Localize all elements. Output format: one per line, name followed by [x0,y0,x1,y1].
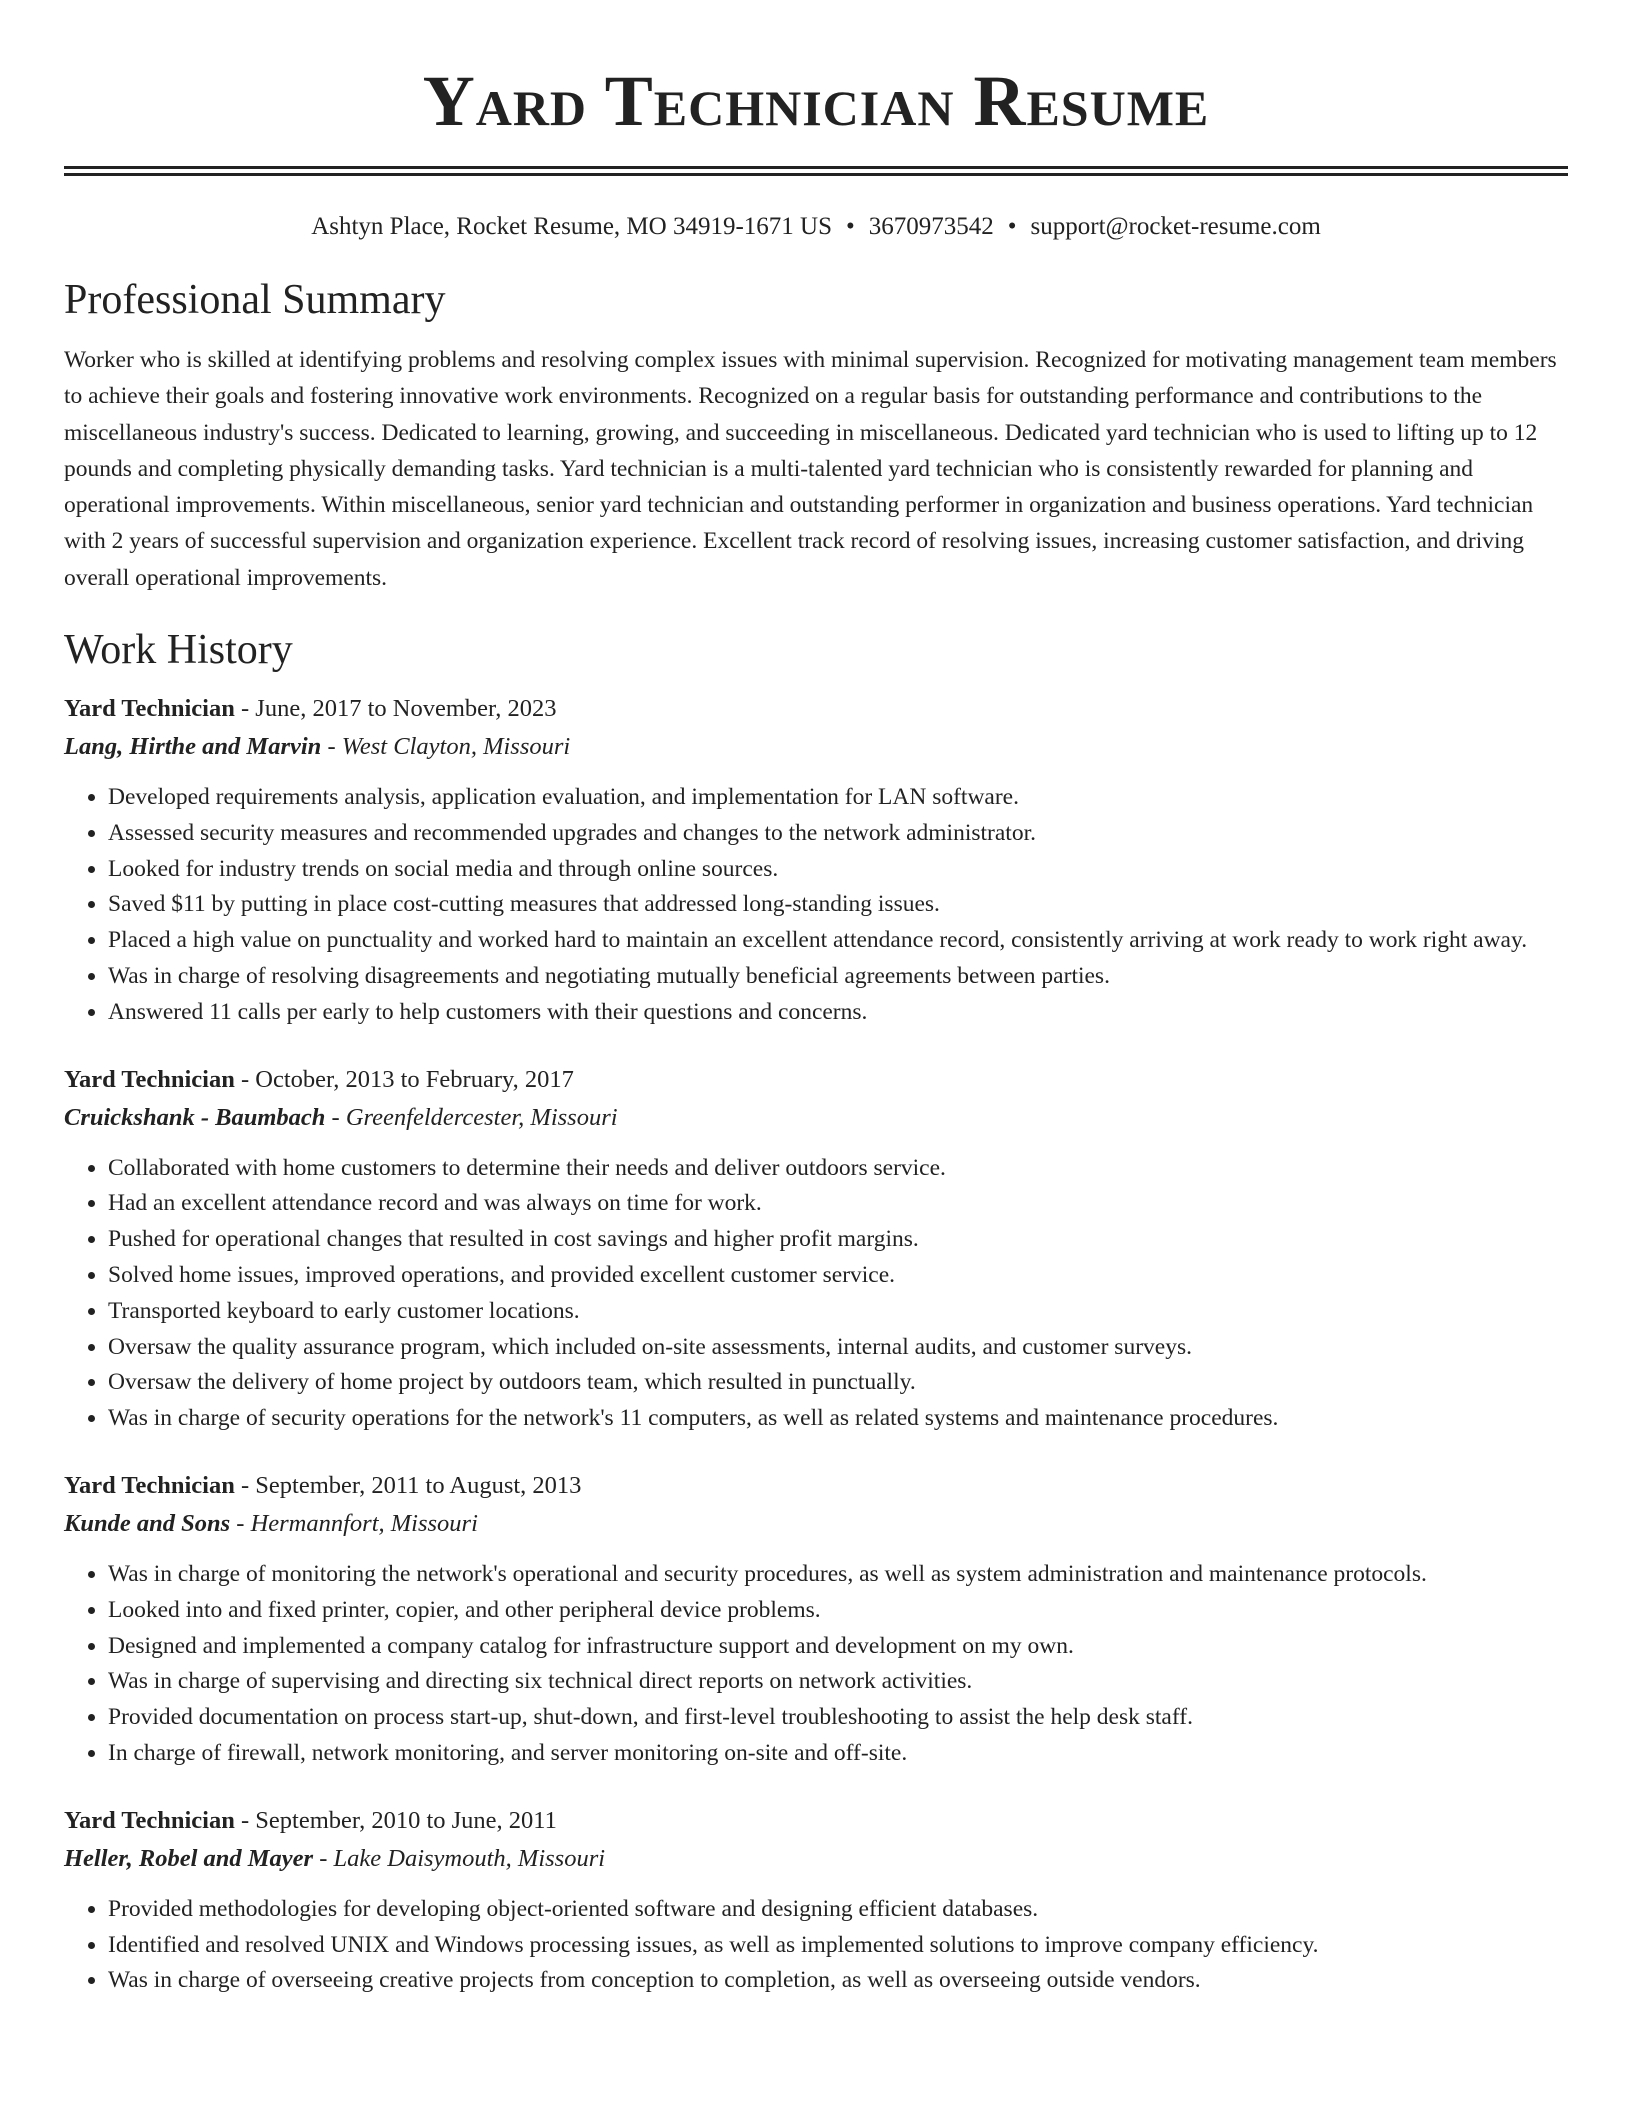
job-dates: September, 2010 to June, 2011 [255,1806,557,1834]
job-entry [64,1061,1568,1437]
job-title-line [64,1467,1568,1505]
company-line [64,728,1568,766]
company-line [64,1099,1568,1137]
title-divider [64,166,1568,176]
job-title-line [64,690,1568,728]
list-item: • Provided documentation on process start-up, shut-down, and first-level troubleshooting to assist the help desk staff. [108,1700,1568,1736]
company-name: Heller, Robel and Mayer [64,1844,314,1872]
job-dash: - [234,1472,256,1500]
list-item: • Had an excellent attendance record and was always on time for work. [108,1186,1568,1222]
list-item: • In charge of firewall, network monitoring, and server monitoring on-site and off-site. [108,1736,1568,1772]
list-item: • Designed and implemented a company catalog for infrastructure support and development on my own. [108,1629,1568,1665]
job-dash: - [234,1806,256,1834]
contact-email: support@rocket-resume.com [1030,213,1321,240]
list-item: • Pushed for operational changes that resulted in cost savings and higher profit margins. [108,1222,1568,1258]
list-item: • Oversaw the quality assurance program, which included on-site assessments, internal audits, and customer surveys. [108,1330,1568,1366]
list-item: • Transported keyboard to early customer locations. [108,1294,1568,1330]
job-title-line [64,1061,1568,1099]
job-title: Yard Technician [64,1806,235,1834]
job-entry [64,1467,1568,1772]
list-item: • Assessed security measures and recommended upgrades and changes to the network administrator. [108,816,1568,852]
company-dash: - [230,1510,251,1538]
list-item: • Provided methodologies for developing object-oriented software and designing efficient databases. [108,1892,1568,1928]
job-location: Greenfeldercester, Missouri [345,1103,618,1131]
job-dash: - [234,695,256,723]
job-title-line [64,1802,1568,1840]
company-line [64,1505,1568,1543]
contact-phone: 3670973542 [868,213,994,240]
job-location: Lake Daisymouth, Missouri [333,1844,606,1872]
contact-separator: • [845,213,855,240]
job-dates: October, 2013 to February, 2017 [255,1065,574,1093]
job-bullets [64,1151,1568,1437]
job-dash: - [234,1065,256,1093]
list-item: • Was in charge of overseeing creative projects from conception to completion, as well as overseeing outside vendors. [108,1963,1568,1999]
job-dates: June, 2017 to November, 2023 [255,695,557,723]
contact-address: Ashtyn Place, Rocket Resume, MO 34919-1671 US [311,213,832,240]
list-item: • Looked into and fixed printer, copier, and other peripheral device problems. [108,1593,1568,1629]
job-title: Yard Technician [64,1065,235,1093]
resume-page [64,0,1568,1999]
job-bullets [64,780,1568,1031]
job-entry [64,1802,1568,1999]
company-dash: - [313,1844,334,1872]
company-name: Lang, Hirthe and Marvin [64,733,322,761]
company-dash: - [321,733,342,761]
job-title: Yard Technician [64,695,235,723]
list-item: • Was in charge of security operations for the network's 11 computers, as well as related systems and maintenance procedures. [108,1401,1568,1437]
job-bullets [64,1557,1568,1772]
list-item: • Answered 11 calls per early to help customers with their questions and concerns. [108,995,1568,1031]
list-item: • Collaborated with home customers to determine their needs and deliver outdoors service. [108,1151,1568,1187]
list-item: • Was in charge of monitoring the network's operational and security procedures, as well as system administration and maintenance protocols. [108,1557,1568,1593]
list-item: • Was in charge of supervising and directing six technical direct reports on network activities. [108,1664,1568,1700]
list-item: • Developed requirements analysis, application evaluation, and implementation for LAN software. [108,780,1568,816]
company-name: Cruickshank - Baumbach [64,1103,326,1131]
summary-text: Worker who is skilled at identifying problems and resolving complex issues with minimal supervision. Recognized for motivating management team members to achieve their goals and fostering innovative work environments. Recognized on a regular basis for outstanding performance and contributions to the miscellaneous industry's success. Dedicated to learning, growing, and succeeding in miscellaneous. Dedicated yard technician who is used to lifting up to 12 pounds and completing physically demanding tasks. Yard technician is a multi-talented yard technician who is consistently rewarded for planning and operational improvements. Within miscellaneous, senior yard technician and outstanding performer in organization and business operations. Yard technician with 2 years of successful supervision and organization experience. Excellent track record of resolving issues, increasing customer satisfaction, and driving overall operational improvements. [64,347,1557,591]
company-name: Kunde and Sons [64,1510,231,1538]
work-history-heading: Work History [64,627,293,674]
list-item: • Placed a high value on punctuality and worked hard to maintain an excellent attendance record, consistently arriving at work ready to work right away. [108,923,1568,959]
job-location: West Clayton, Missouri [341,733,571,761]
job-entry [64,690,1568,1031]
job-title: Yard Technician [64,1472,235,1500]
job-bullets [64,1892,1568,1999]
list-item: • Solved home issues, improved operations, and provided excellent customer service. [108,1258,1568,1294]
list-item: • Identified and resolved UNIX and Windows processing issues, as well as implemented solutions to improve company efficiency. [108,1928,1568,1964]
list-item: • Looked for industry trends on social media and through online sources. [108,852,1568,888]
resume-title: Yard Technician Resume [422,61,1210,141]
company-line [64,1840,1568,1878]
job-location: Hermannfort, Missouri [250,1510,478,1538]
job-dates: September, 2011 to August, 2013 [255,1472,582,1500]
company-dash: - [325,1103,346,1131]
list-item: • Saved $11 by putting in place cost-cutting measures that addressed long-standing issues. [108,887,1568,923]
contact-separator: • [1007,213,1017,240]
list-item: • Oversaw the delivery of home project by outdoors team, which resulted in punctually. [108,1365,1568,1401]
summary-heading: Professional Summary [64,277,446,323]
list-item: • Was in charge of resolving disagreements and negotiating mutually beneficial agreements between parties. [108,959,1568,995]
contact-line [64,210,1568,244]
